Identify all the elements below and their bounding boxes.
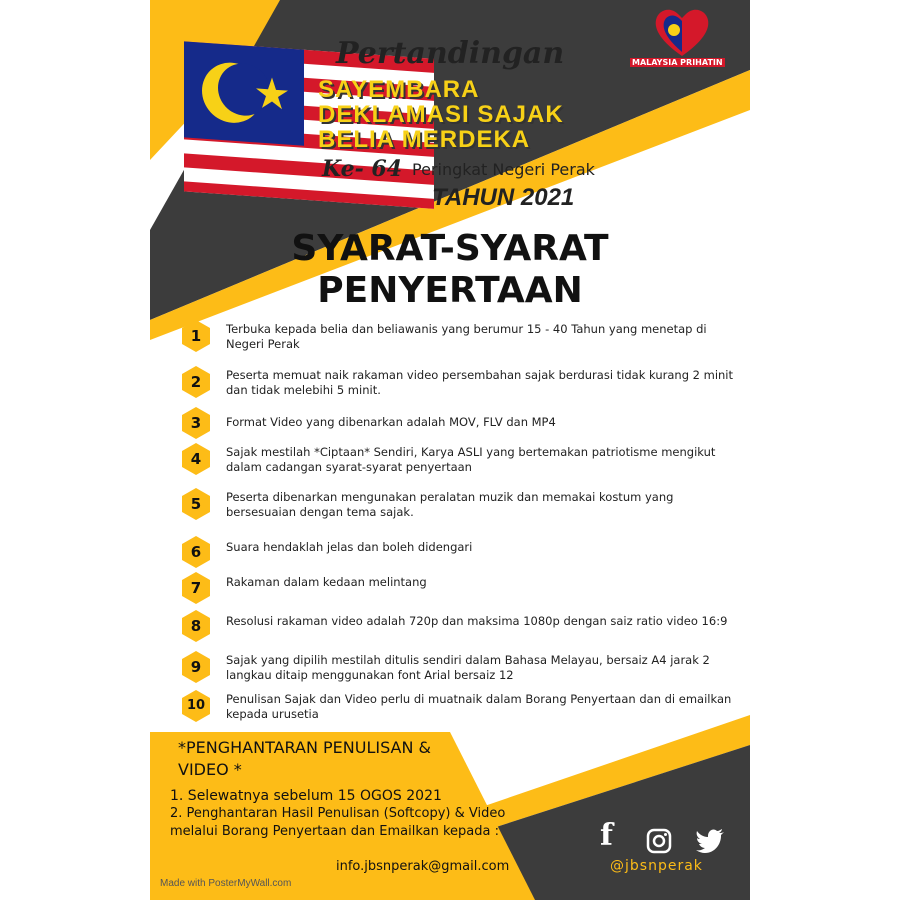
requirement-item [180, 651, 750, 683]
number-badge: 1 [180, 320, 212, 352]
malaysia-prihatin-text: MALAYSIA PRIHATIN [632, 58, 723, 67]
submission-title-line2: VIDEO * [178, 760, 242, 779]
requirement-item [180, 690, 750, 722]
number-badge: 2 [180, 366, 212, 398]
requirement-text: Suara hendaklah jelas dan boleh didengari [226, 540, 473, 554]
requirement-item [180, 407, 750, 439]
number-badge: 5 [180, 488, 212, 520]
watermark: Made with PosterMyWall.com [160, 878, 292, 889]
malaysia-prihatin-heart-logo [652, 6, 712, 58]
number-badge: 7 [180, 572, 212, 604]
requirement-item [180, 572, 750, 604]
section-title-line2: PENYERTAAN [317, 270, 583, 311]
section-title-line1: SYARAT-SYARAT [291, 228, 609, 269]
poster [150, 0, 750, 900]
requirement-item [180, 320, 750, 352]
requirement-item [180, 610, 750, 642]
submission-title-line1: *PENGHANTARAN PENULISAN & [178, 738, 432, 757]
number-badge: 4 [180, 443, 212, 475]
requirement-text: Format Video yang dibenarkan adalah MOV, FLV dan MP4 [226, 415, 556, 429]
requirement-text: Sajak mestilah *Ciptaan* Sendiri, Karya ASLI yang bertemakan patriotisme mengikut dalam cadangan syarat-syarat penyertaan [226, 445, 716, 474]
requirement-text: Penulisan Sajak dan Video perlu di muatnaik dalam Borang Penyertaan dan di emailkan kepada urusetia [226, 692, 732, 721]
requirement-text: Rakaman dalam kedaan melintang [226, 575, 427, 589]
requirement-item [180, 366, 750, 398]
requirement-text: Resolusi rakaman video adalah 720p dan maksima 1080p dengan saiz ratio video 16:9 [226, 614, 728, 628]
submission-method-cont: melalui Borang Penyertaan dan Emailkan kepada : [170, 824, 499, 839]
requirement-text: Sajak yang dipilih mestilah ditulis sendiri dalam Bahasa Melayau, bersaiz A4 jarak 2 langkau ditaip menggunakan font Arial bersaiz 12 [226, 653, 710, 682]
twitter-icon[interactable] [696, 828, 726, 854]
facebook-icon[interactable]: f [600, 818, 613, 853]
submission-email[interactable]: info.jbsnperak@gmail.com [336, 859, 510, 874]
requirement-text: Peserta dibenarkan mengunakan peralatan muzik dan memakai kostum yang bersesuaian dengan tema sajak. [226, 490, 674, 519]
header-title-line2: DEKLAMASI SAJAK [318, 101, 564, 128]
number-badge: 6 [180, 536, 212, 568]
requirement-item [180, 536, 750, 568]
header-script-title: Pertandingan [336, 36, 565, 71]
requirement-text: Peserta memuat naik rakaman video persembahan sajak berdurasi tidak kurang 2 minit dan tidak melebihi 5 minit. [226, 368, 734, 397]
social-handle: @jbsnperak [610, 858, 703, 874]
submission-deadline: 1. Selewatnya sebelum 15 OGOS 2021 [170, 788, 442, 804]
header-title-line1: SAYEMBARA [318, 76, 480, 103]
header-edition: Ke- 64 [322, 156, 403, 182]
requirement-item [180, 488, 750, 520]
instagram-icon[interactable] [646, 828, 672, 854]
requirement-item [180, 443, 750, 475]
submission-method: 2. Penghantaran Hasil Penulisan (Softcopy) & Video [170, 806, 506, 821]
number-badge: 8 [180, 610, 212, 642]
number-badge: 3 [180, 407, 212, 439]
header-year: TAHUN 2021 [432, 184, 575, 211]
number-badge: 9 [180, 651, 212, 683]
header-title-line3: BELIA MERDEKA [318, 126, 531, 153]
requirement-text: Terbuka kepada belia dan beliawanis yang berumur 15 - 40 Tahun yang menetap di Negeri Perak [226, 322, 707, 351]
header-scope: Peringkat Negeri Perak [412, 160, 595, 179]
number-badge: 10 [180, 690, 212, 722]
